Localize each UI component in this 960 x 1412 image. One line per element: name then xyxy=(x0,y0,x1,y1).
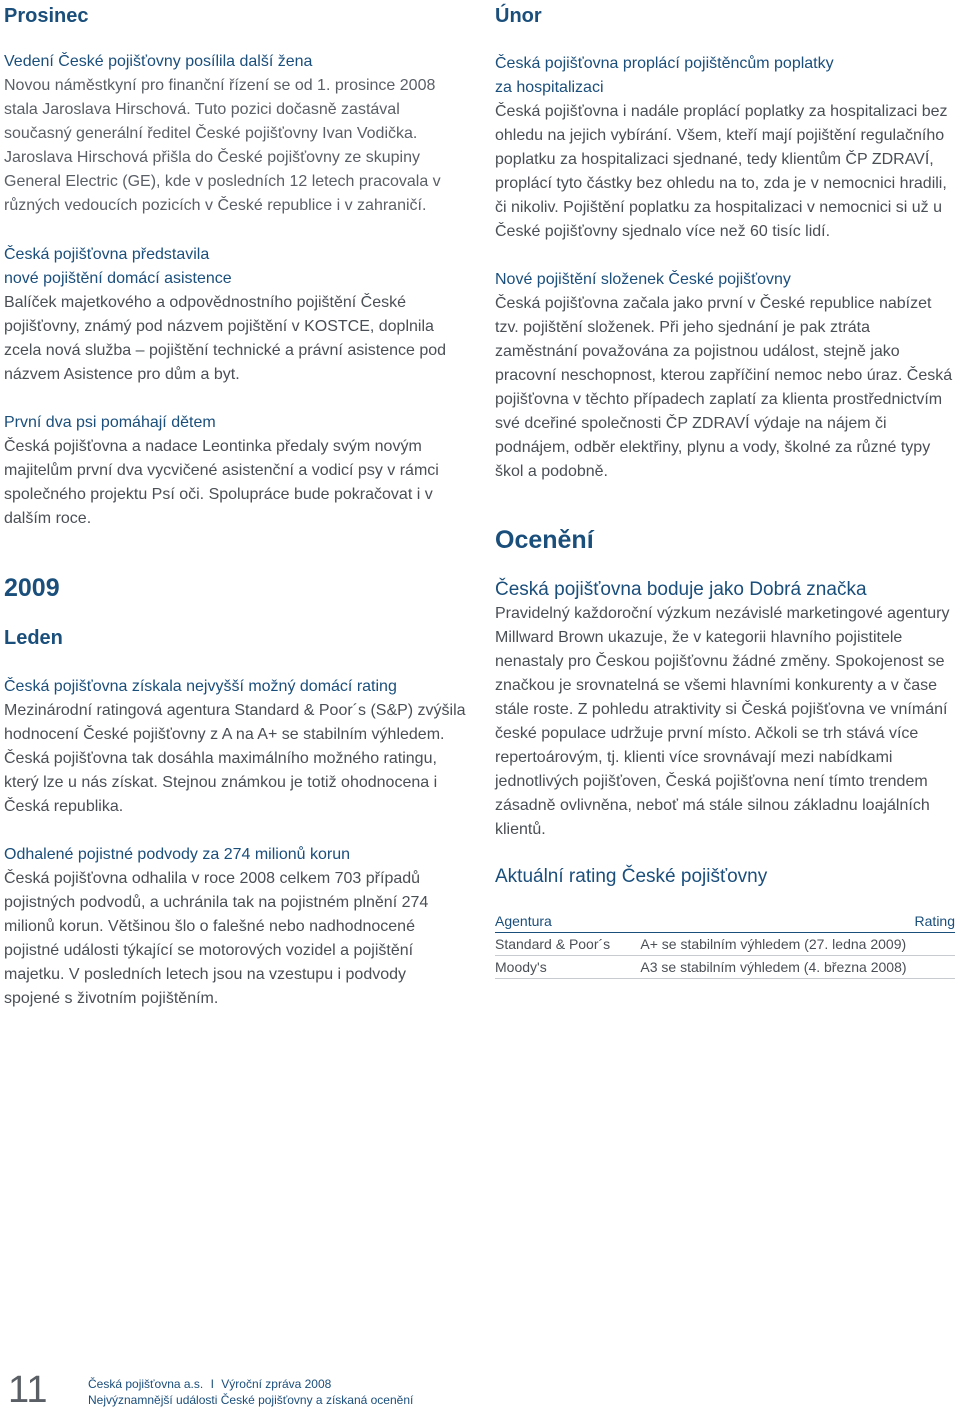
article-text: Pravidelný každoroční výzkum nezávislé marketingové agentury Millward Brown ukazuje, že v kategorii hlavního pojistitele nenastaly pro Českou pojišťovnu žádné změny. Spokojenost se značkou je srovnatelná se všemi hlavními konkurenty a v čase stále roste. Z pohledu atraktivity si Česká pojišťovna ve vnímání české populace udržuje první místo. Ačkoli se trh stává více repertoárovým, tj. klienti více srovnávají mezi nabídkami jednotlivých pojišťoven, Česká pojišťovna není tímto trendem zásadně ovlivněna, neboť má stále silnou základnu loajálních klientů. xyxy=(495,605,950,838)
article-text: Česká pojišťovna i nadále proplácí poplatky za hospitalizaci bez ohledu na jejich vybírání. Všem, kteří mají pojištění regulačního poplatku za hospitalizaci sjednané, tedy klientům ČP ZDRAVÍ, proplácí tyto částky bez ohledu na to, zda je v nemocnici hradili, či nikoliv. Pojištění poplatku za hospitalizaci v nemocnici si už u České pojišťovny sjednalo více než 60 tisíc lidí. xyxy=(495,103,948,240)
right-column xyxy=(495,0,955,975)
article-new-deputy xyxy=(4,50,466,218)
article-good-brand xyxy=(495,578,955,842)
article-heading: Česká pojišťovna získala nejvyšší možný domácí rating xyxy=(4,678,397,695)
month-title-december: Prosinec xyxy=(4,5,89,27)
rating-table-header xyxy=(495,910,955,933)
rating-section xyxy=(495,865,955,979)
article-heading-line1: Česká pojišťovna představila xyxy=(4,246,210,263)
article-hospital-fees xyxy=(495,52,955,244)
footer-separator: I xyxy=(210,1377,214,1391)
year-heading xyxy=(4,573,466,603)
article-heading: Odhalené pojistné podvody za 274 milionů korun xyxy=(4,846,351,863)
article-heading-line1: Česká pojišťovna proplácí pojištěncům poplatky xyxy=(495,55,834,72)
agency-cell: Standard & Poor´s xyxy=(495,933,630,956)
article-fraud xyxy=(4,843,466,1011)
article-text: Česká pojišťovna odhalila v roce 2008 celkem 703 případů pojistných podvodů, a uchránila tak na pojistném plnění 274 milionů korun. Většinou šlo o falešné nebo nadhodnocené pojistné události týkající se motorových vozidel a pojištění majetku. V posledních letech jsou na vzestupu i podvody spojené s životním pojištěním. xyxy=(4,870,429,1007)
article-heading: Vedení České pojišťovny posílila další žena xyxy=(4,53,313,70)
article-heading: První dva psi pomáhají dětem xyxy=(4,414,216,431)
footer-company: Česká pojišťovna a.s. xyxy=(88,1377,204,1391)
footer-section: Nejvýznamnější události České pojišťovny a získaná ocenění xyxy=(88,1393,414,1407)
article-text: Česká pojišťovna začala jako první v České republice nabízet tzv. pojištění složenek. Při jeho sjednání je pak ztráta zaměstnání považována za pojistnou událost, stejně jako pracovní neschopnost, kterou zapříčiní nemoc nebo úraz. Česká pojišťovna v těchto případech zaplatí za klienta prostřednictvím své dceřiné společnosti ČP ZDRAVÍ výdaje na nájem či podnájem, odběr elektřiny, plynu a vody, školné za různé typy škol a podobně. xyxy=(495,295,953,480)
year-title: 2009 xyxy=(4,574,60,602)
rating-table xyxy=(495,910,955,979)
article-text: Mezinárodní ratingová agentura Standard & Poor´s (S&P) zvýšila hodnocení České pojišťovny z A na A+ se stabilním výhledem. Česká pojišťovna tak dosáhla maximálního možného ratingu, který lze u nás získat. Stejnou známkou je totiž ohodnocena i Česká republika. xyxy=(4,702,466,815)
article-bill-insurance xyxy=(495,268,955,484)
awards-heading xyxy=(495,525,955,555)
month-january xyxy=(4,626,466,650)
table-row xyxy=(495,956,955,979)
article-heading: Nové pojištění složenek České pojišťovny xyxy=(495,271,791,288)
month-title-january: Leden xyxy=(4,627,63,649)
rating-cell: A+ se stabilním výhledem (27. ledna 2009) xyxy=(630,933,955,956)
page-number: 11 xyxy=(8,1369,48,1411)
left-column xyxy=(4,0,466,1007)
agency-cell: Moody's xyxy=(495,956,630,979)
column-header-rating: Rating xyxy=(630,910,955,933)
column-header-agency: Agentura xyxy=(495,910,630,933)
footer-report: Výroční zpráva 2008 xyxy=(221,1377,332,1391)
article-heading-line2: nové pojištění domácí asistence xyxy=(4,270,232,287)
table-row xyxy=(495,933,955,956)
article-dogs xyxy=(4,411,466,531)
article-heading-line2: za hospitalizaci xyxy=(495,79,604,96)
article-home-assistance xyxy=(4,243,466,387)
article-text: Novou náměstkyní pro finanční řízení se od 1. prosince 2008 stala Jaroslava Hirschová. Tuto pozici dočasně zastával současný generální ředitel České pojišťovny Ivan Vodička. Jaroslava Hirschová přišla do České pojišťovny ze skupiny General Electric (GE), kde v posledních 12 letech pracovala v různých vedoucích pozicích v České republice i v zahraničí. xyxy=(4,77,441,214)
footer-caption xyxy=(88,1376,413,1408)
awards-title: Ocenění xyxy=(495,526,594,554)
month-title-february: Únor xyxy=(495,5,542,27)
article-text: Česká pojišťovna a nadace Leontinka předaly svým novým majitelům první dva vycvičené asistenční a vodicí psy v rámci společného projektu Psí oči. Spolupráce bude pokračovat i v dalším roce. xyxy=(4,438,439,527)
rating-cell: A3 se stabilním výhledem (4. března 2008) xyxy=(630,956,955,979)
rating-heading: Aktuální rating České pojišťovny xyxy=(495,866,768,887)
article-heading: Česká pojišťovna boduje jako Dobrá značka xyxy=(495,579,867,600)
article-text: Balíček majetkového a odpovědnostního pojištění České pojišťovny, známý pod názvem pojištění v KOSTCE, doplnila zcela nová služba – pojištění technické a právní asistence pod názvem Asistence pro dům a byt. xyxy=(4,294,447,383)
article-rating xyxy=(4,675,466,819)
footer-line1 xyxy=(88,1376,413,1392)
